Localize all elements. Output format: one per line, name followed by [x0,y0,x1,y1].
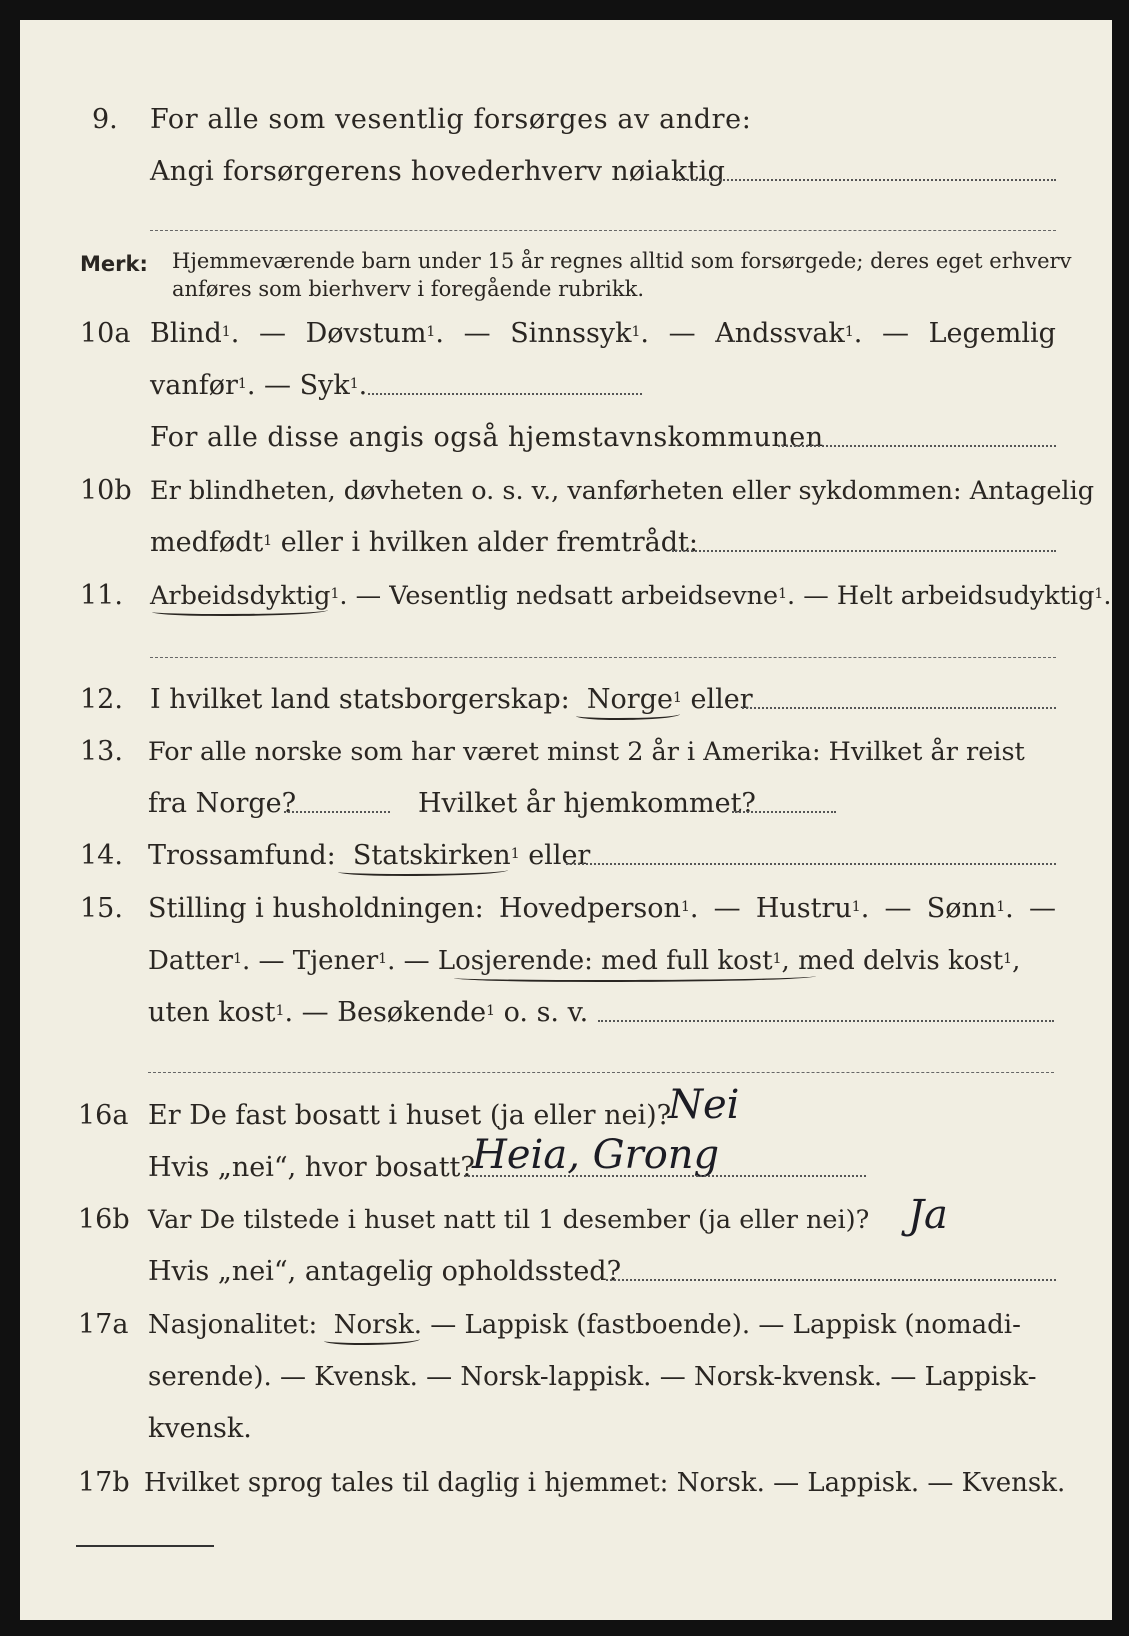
q10a-line2: vanfør$^1$. — Syk$^1$. [150,370,368,401]
merk-line2: anføres som bierhverv i foregående rubrikk. [172,277,645,301]
q17a-line2: serende). — Kvensk. — Norsk-lappisk. — Norsk-kvensk. — Lappisk- [148,1362,1037,1392]
q13-line1: For alle norske som har været minst 2 år i Amerika: Hvilket år reist [148,737,1025,767]
q16a-answer2-handwriting: Heia, Grong [472,1132,720,1178]
q10a-item-dovstum: Døvstum$^1$. [305,318,444,349]
q10a-item-blind: Blind$^1$. [150,318,240,349]
q12-answer-line [742,707,1056,709]
q14-line: Trossamfund: Statskirken$^1$ eller [148,840,591,871]
q10a-line3: For alle disse angis også hjemstavnskommunen [150,422,824,453]
q13-line2b: Hvilket år hjemkommet? [418,788,756,819]
q10a-item-legemlig: Legemlig [928,318,1056,349]
q10b-line2: medfødt$^1$ eller i hvilken alder fremtrådt: [150,527,698,558]
q15-number: 15. [80,893,123,924]
q10a-item-andssvak: Andssvak$^1$. [715,318,863,349]
q17b-number: 17b [78,1467,130,1498]
q14-answer-line [566,863,1056,865]
q9-answer-line [676,179,1056,181]
q16a-answer2-line [464,1175,866,1177]
q15-line2: Datter$^1$. — Tjener$^1$. — Losjerende: med full kost$^1$, med delvis kost$^1$, [148,946,1021,976]
q10b-line1: Er blindheten, døvheten o. s. v., vanførheten eller sykdommen: Antagelig [150,476,1095,506]
q17a-line1: Nasjonalitet: Norsk. — Lappisk (fastboende). — Lappisk (nomadi- [148,1310,1021,1340]
q10b-number: 10b [80,475,132,506]
q10a-syk-line [368,393,642,395]
q17b-line: Hvilket sprog tales til daglig i hjemmet: Norsk. — Lappisk. — Kvensk. [144,1468,1066,1498]
q11-line: Arbeidsdyktig$^1$. — Vesentlig nedsatt arbeidsevne$^1$. — Helt arbeidsudyktig$^1$. [150,581,1112,611]
q16b-line2: Hvis „nei“, antagelig opholdssted? [148,1256,622,1287]
q15-line1: Stilling i husholdningen: Hovedperson$^1$. — Hustru$^1$. — Sønn$^1$. — [148,893,1056,924]
q16a-answer1-handwriting: Nei [668,1082,740,1128]
footnote-rule [76,1545,214,1547]
q12-line: I hvilket land statsborgerskap: Norge$^1$ eller [150,684,753,715]
q15-answer-line [598,1020,1054,1022]
q17a-underline-mark [324,1339,420,1345]
q16b-answer2-line [606,1279,1056,1281]
q13-hjemkommet-line [732,811,836,813]
q10a-item-sinnssyk: Sinnssyk$^1$. [510,318,649,349]
q9-line1: For alle som vesentlig forsørges av andre: [150,104,752,135]
q14-underline-mark [338,870,508,876]
q16a-line2: Hvis „nei“, hvor bosatt? [148,1152,475,1183]
q10a-hjemstavn-line [778,445,1056,447]
q11-underline-mark [152,610,328,616]
q16b-line1: Var De tilstede i huset natt til 1 desember (ja eller nei)? [148,1205,870,1235]
q10a-number: 10a [80,318,131,349]
q11-extra-line [150,657,1056,658]
q15-line3: uten kost$^1$. — Besøkende$^1$ o. s. v. [148,997,589,1028]
q13-reist-line [284,811,390,813]
q16b-answer1-handwriting: Ja [908,1192,948,1238]
merk-line1: Hjemmeværende barn under 15 år regnes alltid som forsørgede; deres eget erhverv [172,249,1072,273]
q10a-line1: Blind$^1$. — Døvstum$^1$. — Sinnssyk$^1$. — Andssvak$^1$. — Legemlig [150,318,1056,349]
q10b-answer-line [672,550,1056,552]
q15-extra-line [148,1072,1054,1073]
q17a-number: 17a [78,1309,129,1340]
q17a-line3: kvensk. [148,1413,252,1444]
q14-number: 14. [80,840,123,871]
census-form-page [20,20,1112,1620]
q9-number: 9. [92,104,118,135]
q16b-number: 16b [78,1204,130,1235]
q12-underline-mark [576,714,680,720]
q16a-number: 16a [78,1100,129,1131]
q9-extra-line [150,230,1056,231]
q11-number: 11. [80,580,123,611]
merk-label: Merk: [80,252,148,276]
q13-number: 13. [80,736,123,767]
q13-line2a: fra Norge? [148,788,297,819]
q16a-line1: Er De fast bosatt i huset (ja eller nei)? [148,1100,672,1131]
q9-line2: Angi forsørgerens hovederhverv nøiaktig [150,156,726,187]
q15-underline-mark [454,975,816,982]
q12-number: 12. [80,684,123,715]
